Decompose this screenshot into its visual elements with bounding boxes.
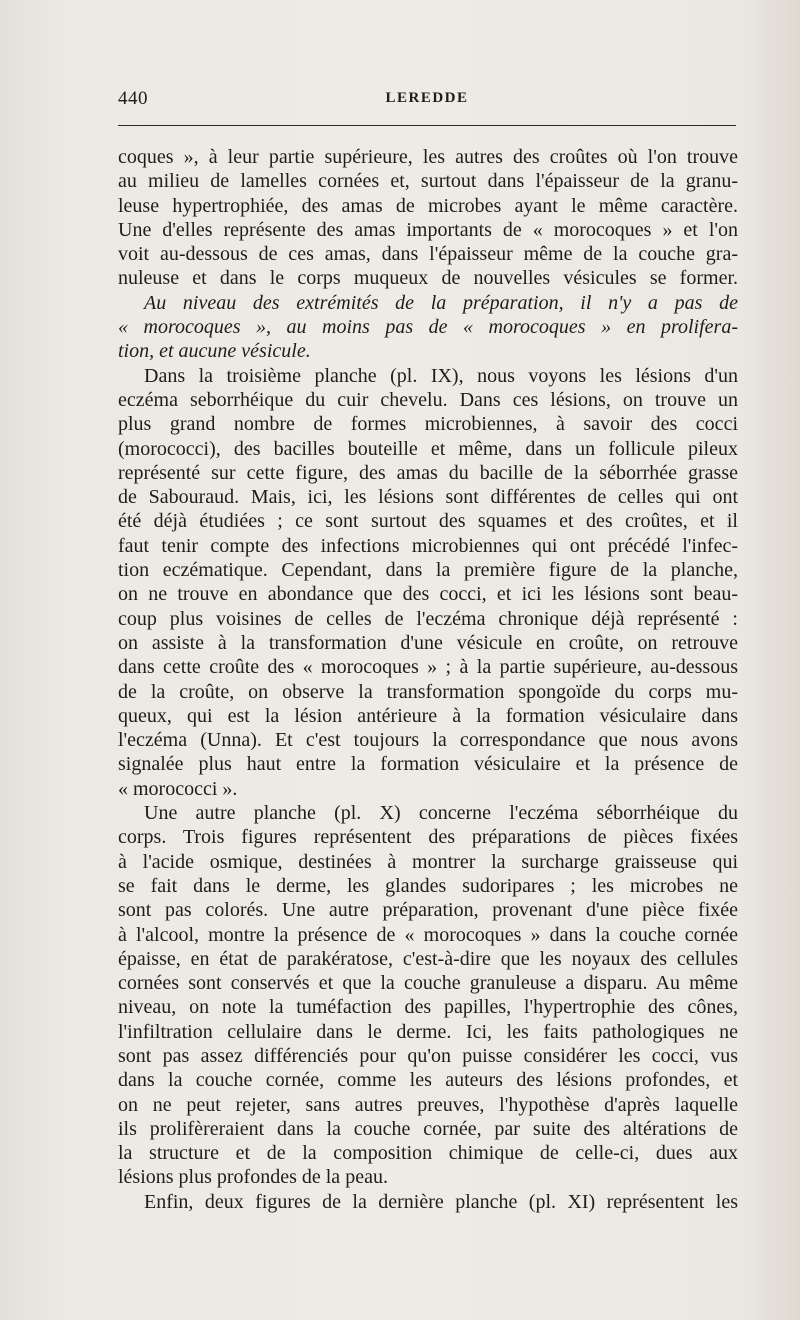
text-line: eczéma seborrhéique du cuir chevelu. Dans ces lésions, on trouve un (118, 388, 738, 411)
text-line: queux, qui est la lésion antérieure à la formation vésiculaire dans (118, 704, 738, 727)
text-line: corps. Trois figures représentent des préparations de pièces fixées (118, 826, 738, 849)
text-line: dans cette croûte des « morocoques » ; à la partie supérieure, au-dessous (118, 656, 738, 679)
text-line: lésions plus profondes de la peau. (118, 1166, 388, 1189)
text-line: Une d'elles représente des amas importants de « morocoques » et l'on (118, 218, 738, 241)
text-line: représenté sur cette figure, des amas du bacille de la séborrhée grasse (118, 461, 738, 484)
text-line: (morococci), des bacilles bouteille et même, dans un follicule pileux (118, 437, 738, 460)
text-line: se fait dans le derme, les glandes sudoripares ; les microbes ne (118, 874, 738, 897)
text-line: l'eczéma (Unna). Et c'est toujours la correspondance que nous avons (118, 729, 738, 752)
text-line: coup plus voisines de celles de l'eczéma chronique déjà représenté : (118, 607, 738, 630)
text-line: à l'acide osmique, destinées à montrer la surcharge graisseuse qui (118, 850, 738, 873)
text-line: épaisse, en état de parakératose, c'est-à-dire que les noyaux des cellules (118, 947, 738, 970)
text-line: Au niveau des extrémités de la préparation, il n'y a pas de (144, 291, 738, 314)
text-line: au milieu de lamelles cornées et, surtout dans l'épaisseur de la granu- (118, 170, 738, 193)
text-line: dans la couche cornée, comme les auteurs des lésions profondes, et (118, 1069, 738, 1092)
text-line: sont pas colorés. Une autre préparation, provenant d'une pièce fixée (118, 899, 738, 922)
running-head: LEREDDE (385, 90, 469, 106)
text-line: tion eczématique. Cependant, dans la première figure de la planche, (118, 559, 738, 582)
text-line: plus grand nombre de formes microbiennes, à savoir des cocci (118, 413, 738, 436)
text-line: été déjà étudiées ; ce sont surtout des squames et des croûtes, et il (118, 510, 738, 533)
text-line: ils prolifèreraient dans la couche cornée, par suite des altérations de (118, 1117, 738, 1140)
text-line: sont pas assez différenciés pour qu'on puisse considérer les cocci, vus (118, 1044, 738, 1067)
text-line: tion, et aucune vésicule. (118, 340, 311, 363)
page-header (118, 88, 736, 114)
text-line: cornées sont conservés et que la couche granuleuse a disparu. Au même (118, 972, 738, 995)
header-rule (118, 125, 736, 126)
text-line: voit au-dessous de ces amas, dans l'épaisseur même de la couche gra- (118, 243, 738, 266)
text-line: Dans la troisième planche (pl. IX), nous voyons les lésions d'un (144, 364, 738, 387)
text-line: on assiste à la transformation d'une vésicule en croûte, on retrouve (118, 631, 738, 654)
text-line: l'infiltration cellulaire dans le derme. Ici, les faits pathologiques ne (118, 1020, 738, 1043)
text-line: la structure et de la composition chimique de celle-ci, dues aux (118, 1142, 738, 1165)
text-line: signalée plus haut entre la formation vésiculaire et la présence de (118, 753, 738, 776)
text-line: à l'alcool, montre la présence de « morocoques » dans la couche cornée (118, 923, 738, 946)
text-line: on ne trouve en abondance que des cocci, et ici les lésions sont beau- (118, 583, 738, 606)
text-line: niveau, on note la tuméfaction des papilles, l'hypertrophie des cônes, (118, 996, 738, 1019)
text-line: « morococci ». (118, 777, 238, 800)
text-line: Une autre planche (pl. X) concerne l'eczéma séborrhéique du (144, 802, 738, 825)
text-line: de la croûte, on observe la transformation spongoïde du corps mu- (118, 680, 738, 703)
text-line: leuse hypertrophiée, des amas de microbes ayant le même caractère. (118, 194, 738, 217)
text-line: nuleuse et dans le corps muqueux de nouvelles vésicules se former. (118, 267, 738, 290)
text-line: Enfin, deux figures de la dernière planche (pl. XI) représentent les (144, 1190, 738, 1213)
text-line: faut tenir compte des infections microbiennes qui ont précédé l'infec- (118, 534, 738, 557)
text-line: « morocoques », au moins pas de « morocoques » en prolifera- (118, 316, 738, 339)
text-line: de Sabouraud. Mais, ici, les lésions sont différentes de celles qui ont (118, 486, 738, 509)
text-line: on ne peut rejeter, sans autres preuves, l'hypothèse d'après laquelle (118, 1093, 738, 1116)
page-number: 440 (118, 88, 148, 109)
body-text (118, 145, 738, 1214)
text-line: coques », à leur partie supérieure, les autres des croûtes où l'on trouve (118, 146, 738, 168)
